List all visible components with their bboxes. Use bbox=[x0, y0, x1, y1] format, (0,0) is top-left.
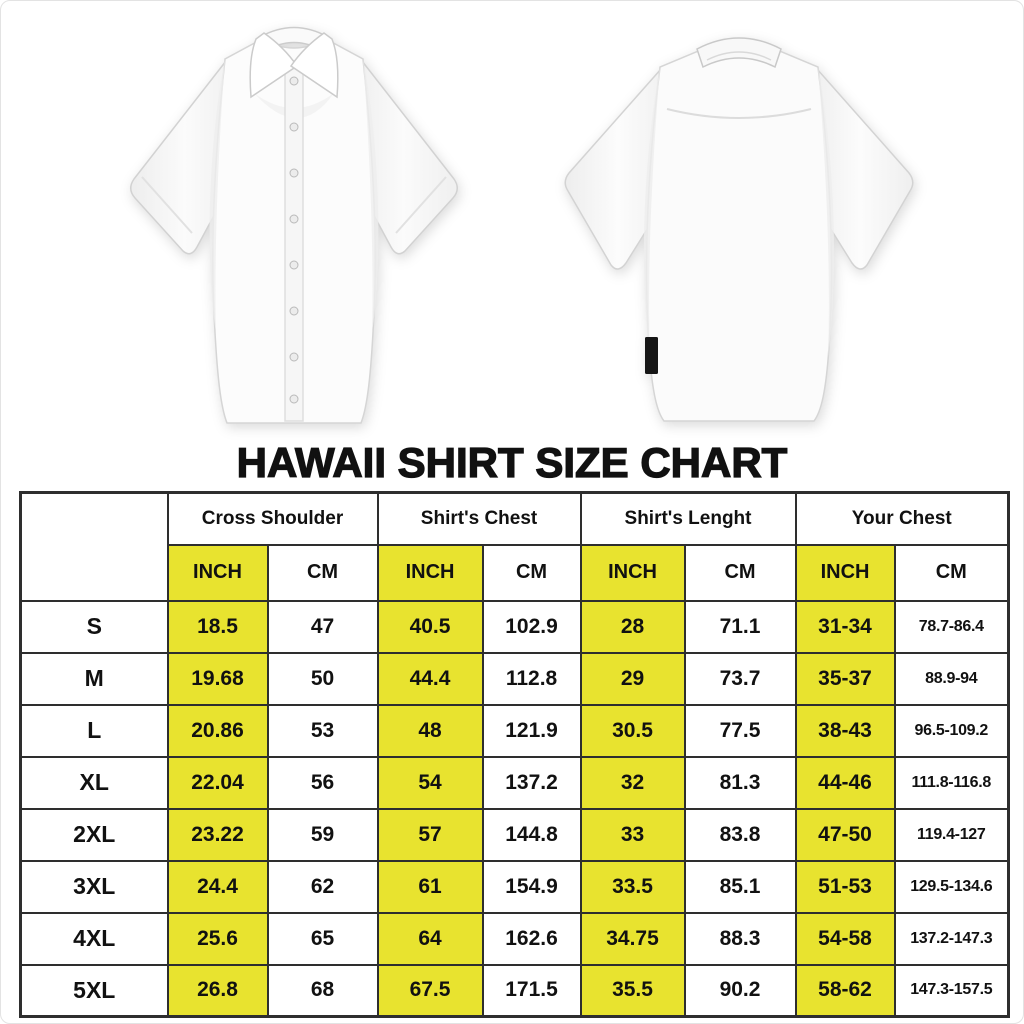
cm-value-cell: 68 bbox=[268, 965, 378, 1017]
cm-value-cell: 65 bbox=[268, 913, 378, 965]
cm-value-cell: 147.3-157.5 bbox=[895, 965, 1009, 1017]
inch-value-cell: 20.86 bbox=[168, 705, 268, 757]
cm-value-cell: 102.9 bbox=[483, 601, 581, 653]
inch-value-cell: 35-37 bbox=[796, 653, 895, 705]
table-row bbox=[21, 601, 1009, 653]
inch-value-cell: 51-53 bbox=[796, 861, 895, 913]
unit-header-inch: INCH bbox=[581, 545, 685, 601]
size-table-body bbox=[21, 601, 1009, 1017]
cm-value-cell: 47 bbox=[268, 601, 378, 653]
inch-value-cell: 26.8 bbox=[168, 965, 268, 1017]
unit-header-cm: CM bbox=[268, 545, 378, 601]
inch-value-cell: 54 bbox=[378, 757, 483, 809]
cm-value-cell: 90.2 bbox=[685, 965, 796, 1017]
cm-value-cell: 129.5-134.6 bbox=[895, 861, 1009, 913]
shirt-front-image bbox=[104, 3, 484, 446]
inch-value-cell: 44-46 bbox=[796, 757, 895, 809]
shirt-back-image bbox=[519, 7, 959, 444]
unit-header-inch: INCH bbox=[378, 545, 483, 601]
inch-value-cell: 33.5 bbox=[581, 861, 685, 913]
size-label: 5XL bbox=[21, 965, 168, 1017]
unit-header-inch: INCH bbox=[796, 545, 895, 601]
size-label: L bbox=[21, 705, 168, 757]
size-label: S bbox=[21, 601, 168, 653]
care-tag bbox=[645, 337, 658, 374]
size-label: M bbox=[21, 653, 168, 705]
inch-value-cell: 58-62 bbox=[796, 965, 895, 1017]
inch-value-cell: 18.5 bbox=[168, 601, 268, 653]
cm-value-cell: 85.1 bbox=[685, 861, 796, 913]
inch-value-cell: 40.5 bbox=[378, 601, 483, 653]
unit-header-row bbox=[21, 545, 1009, 601]
inch-value-cell: 33 bbox=[581, 809, 685, 861]
inch-value-cell: 57 bbox=[378, 809, 483, 861]
corner-cell bbox=[21, 493, 168, 601]
cm-value-cell: 119.4-127 bbox=[895, 809, 1009, 861]
cm-value-cell: 111.8-116.8 bbox=[895, 757, 1009, 809]
inch-value-cell: 34.75 bbox=[581, 913, 685, 965]
cm-value-cell: 73.7 bbox=[685, 653, 796, 705]
table-row bbox=[21, 653, 1009, 705]
size-label: 2XL bbox=[21, 809, 168, 861]
cm-value-cell: 71.1 bbox=[685, 601, 796, 653]
cm-value-cell: 137.2-147.3 bbox=[895, 913, 1009, 965]
group-header-shirts-length: Shirt's Lenght bbox=[581, 493, 796, 545]
inch-value-cell: 35.5 bbox=[581, 965, 685, 1017]
cm-value-cell: 154.9 bbox=[483, 861, 581, 913]
cm-value-cell: 88.9-94 bbox=[895, 653, 1009, 705]
cm-value-cell: 137.2 bbox=[483, 757, 581, 809]
inch-value-cell: 54-58 bbox=[796, 913, 895, 965]
cm-value-cell: 83.8 bbox=[685, 809, 796, 861]
table-row bbox=[21, 861, 1009, 913]
shirt-back-graphic bbox=[519, 7, 959, 439]
page-title: HAWAII SHIRT SIZE CHART bbox=[236, 439, 788, 486]
inch-value-cell: 28 bbox=[581, 601, 685, 653]
cm-value-cell: 112.8 bbox=[483, 653, 581, 705]
cm-value-cell: 50 bbox=[268, 653, 378, 705]
inch-value-cell: 29 bbox=[581, 653, 685, 705]
inch-value-cell: 22.04 bbox=[168, 757, 268, 809]
cm-value-cell: 78.7-86.4 bbox=[895, 601, 1009, 653]
table-row bbox=[21, 809, 1009, 861]
shirt-front-graphic bbox=[104, 3, 484, 441]
cm-value-cell: 171.5 bbox=[483, 965, 581, 1017]
unit-header-inch: INCH bbox=[168, 545, 268, 601]
cm-value-cell: 59 bbox=[268, 809, 378, 861]
cm-value-cell: 121.9 bbox=[483, 705, 581, 757]
inch-value-cell: 31-34 bbox=[796, 601, 895, 653]
group-header-shirts-chest: Shirt's Chest bbox=[378, 493, 581, 545]
cm-value-cell: 77.5 bbox=[685, 705, 796, 757]
inch-value-cell: 32 bbox=[581, 757, 685, 809]
inch-value-cell: 23.22 bbox=[168, 809, 268, 861]
inch-value-cell: 47-50 bbox=[796, 809, 895, 861]
group-header-cross-shoulder: Cross Shoulder bbox=[168, 493, 378, 545]
inch-value-cell: 61 bbox=[378, 861, 483, 913]
table-row bbox=[21, 913, 1009, 965]
group-header-row bbox=[21, 493, 1009, 545]
size-label: XL bbox=[21, 757, 168, 809]
cm-value-cell: 162.6 bbox=[483, 913, 581, 965]
inch-value-cell: 64 bbox=[378, 913, 483, 965]
inch-value-cell: 44.4 bbox=[378, 653, 483, 705]
cm-value-cell: 53 bbox=[268, 705, 378, 757]
table-row bbox=[21, 705, 1009, 757]
size-table bbox=[19, 491, 1010, 1018]
table-row bbox=[21, 965, 1009, 1017]
unit-header-cm: CM bbox=[483, 545, 581, 601]
cm-value-cell: 144.8 bbox=[483, 809, 581, 861]
cm-value-cell: 81.3 bbox=[685, 757, 796, 809]
inch-value-cell: 48 bbox=[378, 705, 483, 757]
unit-header-cm: CM bbox=[895, 545, 1009, 601]
cm-value-cell: 56 bbox=[268, 757, 378, 809]
size-label: 3XL bbox=[21, 861, 168, 913]
inch-value-cell: 19.68 bbox=[168, 653, 268, 705]
inch-value-cell: 38-43 bbox=[796, 705, 895, 757]
inch-value-cell: 25.6 bbox=[168, 913, 268, 965]
group-header-your-chest: Your Chest bbox=[796, 493, 1009, 545]
inch-value-cell: 24.4 bbox=[168, 861, 268, 913]
cm-value-cell: 96.5-109.2 bbox=[895, 705, 1009, 757]
cm-value-cell: 88.3 bbox=[685, 913, 796, 965]
table-row bbox=[21, 757, 1009, 809]
inch-value-cell: 67.5 bbox=[378, 965, 483, 1017]
size-label: 4XL bbox=[21, 913, 168, 965]
unit-header-cm: CM bbox=[685, 545, 796, 601]
inch-value-cell: 30.5 bbox=[581, 705, 685, 757]
cm-value-cell: 62 bbox=[268, 861, 378, 913]
